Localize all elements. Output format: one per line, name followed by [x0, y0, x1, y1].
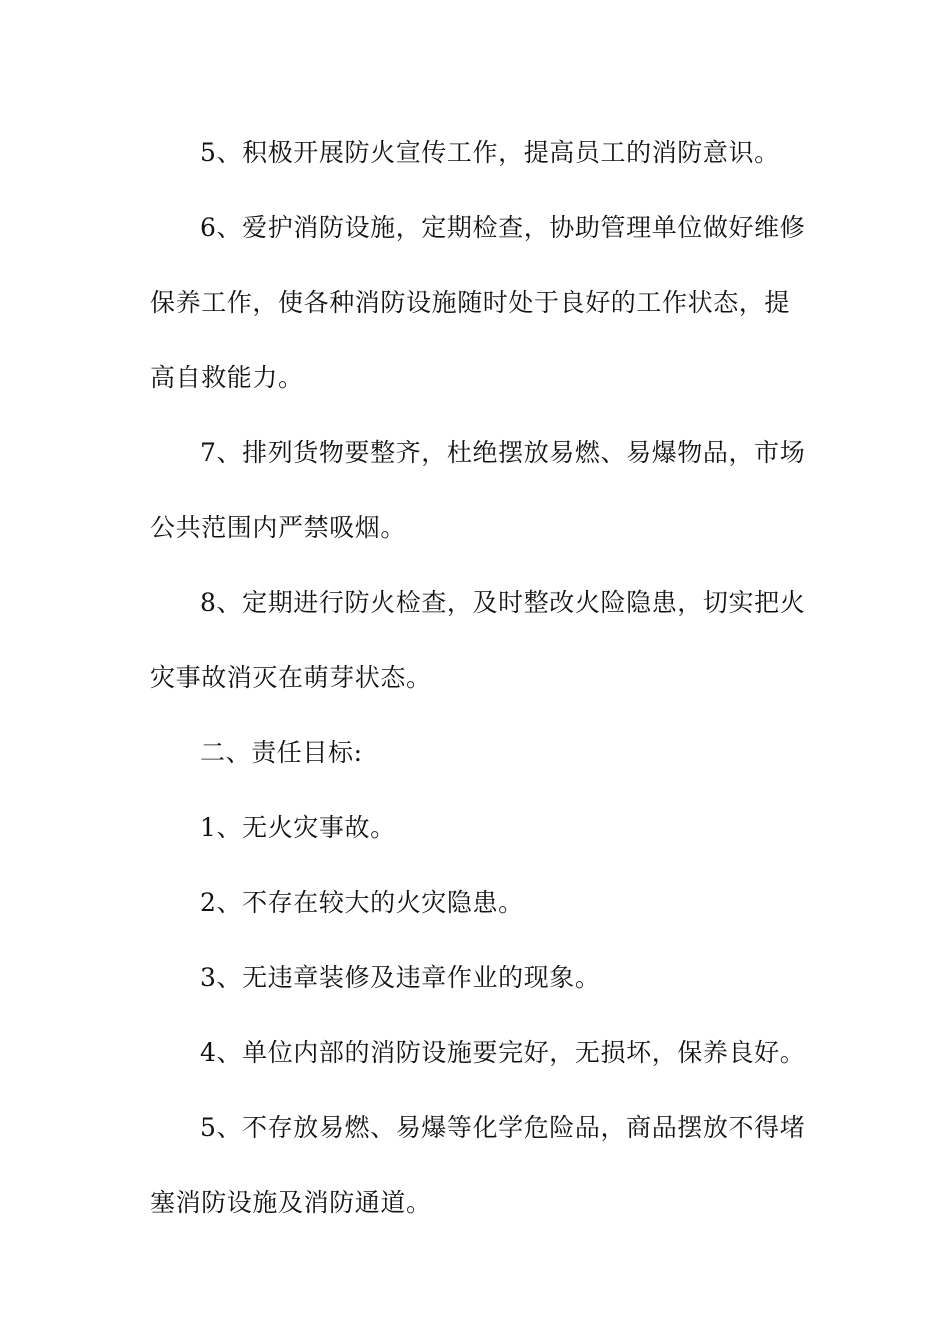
goal-item-2: 2、不存在较大的火灾隐患。	[200, 888, 524, 917]
section-heading-responsibility-goals: 二、责任目标:	[200, 738, 363, 767]
goal-item-3: 3、无违章装修及违章作业的现象。	[200, 963, 601, 992]
goal-item-5: 5、不存放易燃、易爆等化学危险品，商品摆放不得堵塞消防设施及消防通道。	[150, 1113, 806, 1217]
paragraph-item-6-facilities: 6、爱护消防设施，定期检查，协助管理单位做好维修保养工作，使各种消防设施随时处于良好的工作状态，提高自救能力。	[150, 213, 806, 392]
paragraph-item-7-goods: 7、排列货物要整齐，杜绝摆放易燃、易爆物品，市场公共范围内严禁吸烟。	[150, 438, 806, 542]
goal-item-1: 1、无火灾事故。	[200, 813, 396, 842]
paragraph-item-8-inspection: 8、定期进行防火检查，及时整改火险隐患，切实把火灾事故消灭在萌芽状态。	[150, 588, 806, 692]
paragraph-item-5-propaganda: 5、积极开展防火宣传工作，提高员工的消防意识。	[200, 138, 780, 167]
document-body	[150, 115, 810, 1240]
goal-item-4: 4、单位内部的消防设施要完好，无损坏，保养良好。	[200, 1038, 806, 1067]
